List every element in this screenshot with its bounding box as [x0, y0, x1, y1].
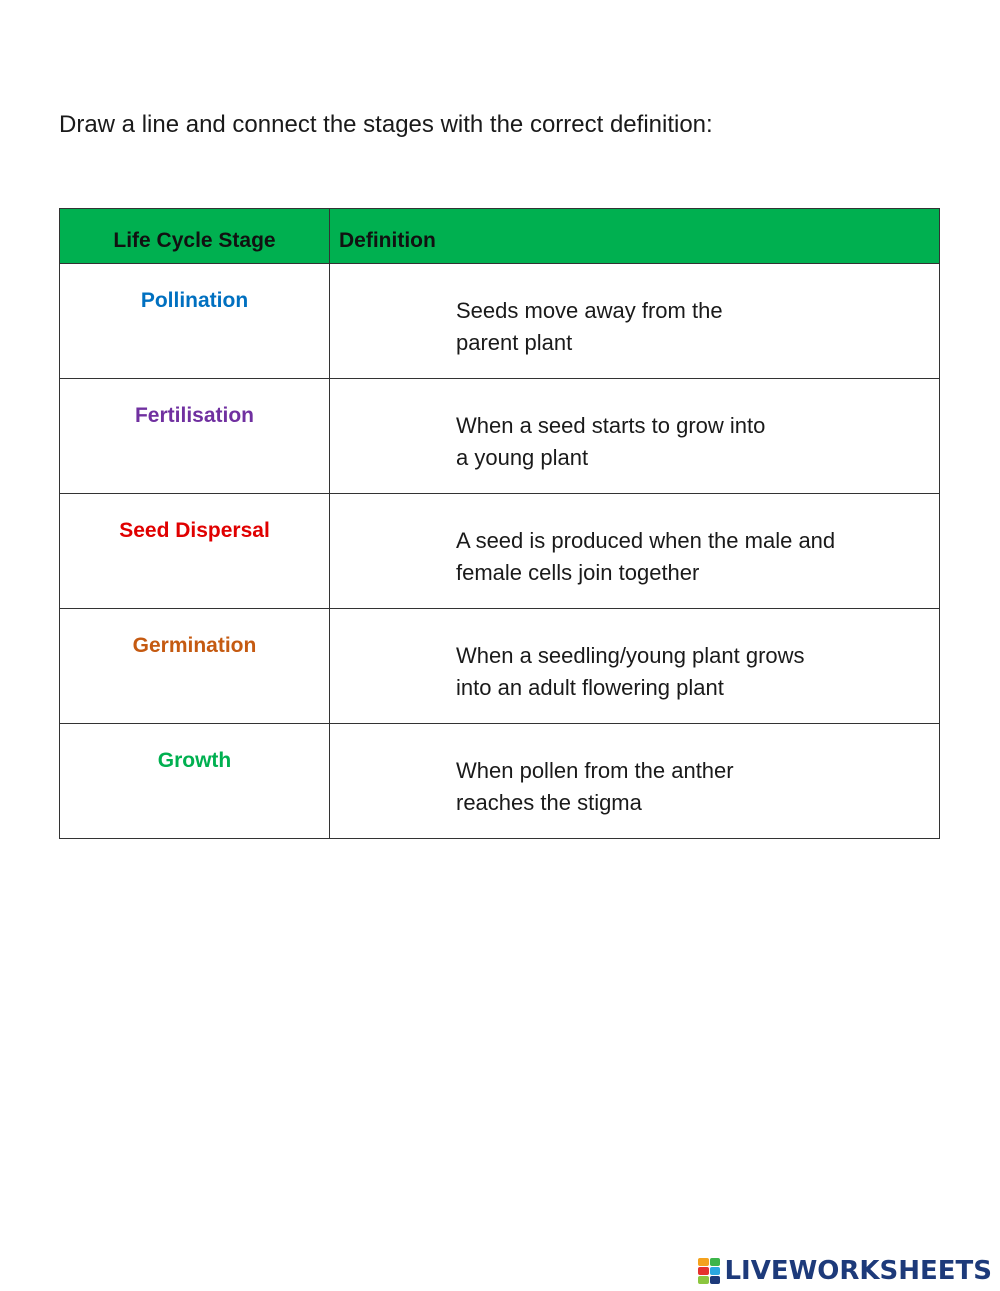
stage-cell[interactable]: Seed Dispersal [60, 494, 330, 609]
definition-line: into an adult flowering plant [456, 675, 724, 700]
stage-cell[interactable]: Pollination [60, 264, 330, 379]
definition-cell[interactable] [330, 264, 940, 379]
instruction-text: Draw a line and connect the stages with the correct definition: [59, 111, 713, 138]
liveworksheets-brand [698, 1255, 992, 1287]
table-row [60, 494, 940, 609]
definition-cell[interactable] [330, 379, 940, 494]
table-row [60, 609, 940, 724]
definition-line: When a seedling/young plant grows [456, 643, 805, 668]
stage-cell[interactable]: Fertilisation [60, 379, 330, 494]
table-header-row [60, 209, 940, 264]
table-row [60, 264, 940, 379]
definition-line: Seeds move away from the [456, 298, 723, 323]
definition-cell[interactable] [330, 494, 940, 609]
table-row [60, 724, 940, 839]
header-definition: Definition [330, 209, 940, 264]
stage-cell[interactable]: Growth [60, 724, 330, 839]
stage-cell[interactable]: Germination [60, 609, 330, 724]
definition-line: parent plant [456, 330, 573, 355]
header-life-cycle-stage: Life Cycle Stage [60, 209, 330, 264]
definition-cell[interactable] [330, 724, 940, 839]
definition-line: When pollen from the anther [456, 758, 734, 783]
liveworksheets-logo-icon [698, 1258, 720, 1284]
matching-table [59, 208, 940, 839]
definition-line: female cells join together [456, 560, 700, 585]
definition-cell[interactable] [330, 609, 940, 724]
definition-line: reaches the stigma [456, 790, 642, 815]
definition-line: A seed is produced when the male and [456, 528, 836, 553]
liveworksheets-wordmark: LIVEWORKSHEETS [724, 1256, 992, 1286]
definition-line: When a seed starts to grow into [456, 413, 766, 438]
table-row [60, 379, 940, 494]
definition-line: a young plant [456, 445, 589, 470]
